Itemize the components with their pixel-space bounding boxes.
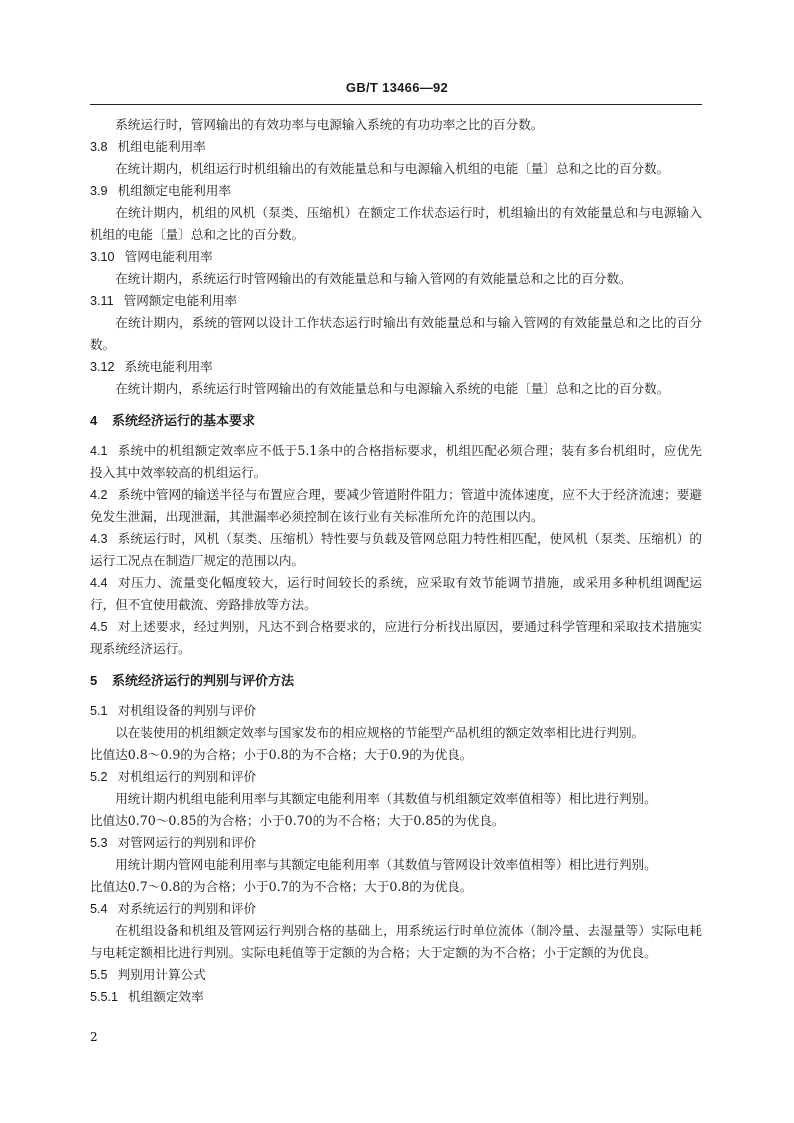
section-title: 机组额定效率	[128, 990, 204, 1004]
section-number: 3.11	[90, 294, 114, 308]
clause-number: 4.3	[90, 532, 108, 546]
section-title: 机组额定电能利用率	[117, 184, 231, 198]
clause-number: 4.5	[90, 620, 108, 634]
section-number: 5.2	[90, 770, 108, 784]
clause-number: 4.4	[90, 576, 108, 590]
section-3-11-heading	[90, 290, 702, 312]
clause-4-4	[90, 572, 702, 616]
section-5-2-body: 用统计期内机组电能利用率与其额定电能利用率（其数值与机组额定效率值相等）相比进行判别。	[115, 791, 657, 806]
section-5-5-1-heading	[90, 986, 702, 1008]
standard-code-header: GB/T 13466—92	[345, 80, 449, 95]
section-5-1-ratio: 比值达0.8～0.9的为合格；小于0.8的为不合格；大于0.9的为优良。	[90, 747, 473, 762]
clause-text: 系统中管网的输送半径与布置应合理，要减少管道附件阻力；管道中流体速度，应不大于经济流速；要避免发生泄漏，出现泄漏，其泄漏率必须控制在该行业有关标准所允许的范围以内。	[90, 487, 702, 524]
section-5-heading	[90, 670, 702, 692]
section-number: 3.10	[90, 250, 115, 264]
section-number: 5	[90, 673, 98, 688]
header-rule	[90, 104, 702, 105]
clause-4-5	[90, 616, 702, 660]
section-title: 对系统运行的判别和评价	[117, 902, 257, 916]
section-3-12-body: 在统计期内，系统运行时管网输出的有效能量总和与电源输入系统的电能〔量〕总和之比的百分数。	[115, 381, 670, 396]
section-3-8-body: 在统计期内，机组运行时机组输出的有效能量总和与电源输入机组的电能〔量〕总和之比的百分数。	[115, 161, 670, 176]
section-3-11-body: 在统计期内，系统的管网以设计工作状态运行时输出有效能量总和与输入管网的有效能量总和之比的百分数。	[90, 315, 702, 352]
section-5-4-body: 在机组设备和机组及管网运行判别合格的基础上，用系统运行时单位流体（制冷量、去湿量等）实际电耗与电耗定额相比进行判别。实际电耗值等于定额的为合格；大于定额的为不合格；小于定额的为优良。	[90, 923, 702, 960]
section-title: 对机组设备的判别与评价	[117, 704, 257, 718]
section-number: 3.8	[90, 140, 108, 154]
section-5-1-heading	[90, 700, 702, 722]
section-title: 系统电能利用率	[124, 360, 213, 374]
section-title: 管网电能利用率	[124, 250, 213, 264]
section-3-9-body: 在统计期内，机组的风机（泵类、压缩机）在额定工作状态运行时，机组输出的有效能量总和与电源输入机组的电能〔量〕总和之比的百分数。	[90, 205, 702, 242]
section-5-1-body: 以在装使用的机组额定效率与国家发布的相应规格的节能型产品机组的额定效率相比进行判别。	[115, 725, 645, 740]
clause-4-3	[90, 528, 702, 572]
section-3-10-body: 在统计期内，系统运行时管网输出的有效能量总和与输入管网的有效能量总和之比的百分数。	[115, 271, 632, 286]
document-body	[90, 114, 702, 1008]
section-5-4-heading	[90, 898, 702, 920]
section-3-12-heading	[90, 356, 702, 378]
section-title: 管网额定电能利用率	[123, 294, 237, 308]
clause-4-1	[90, 440, 702, 484]
clause-number: 4.2	[90, 488, 108, 502]
section-number: 3.12	[90, 360, 115, 374]
section-5-2-ratio: 比值达0.70～0.85的为合格；小于0.70的为不合格；大于0.85的为优良。	[90, 813, 505, 828]
section-5-5-heading	[90, 964, 702, 986]
section-number: 4	[90, 413, 98, 428]
section-4-heading	[90, 410, 702, 432]
clause-text: 系统运行时，风机（泵类、压缩机）特性要与负载及管网总阻力特性相匹配，使风机（泵类、压缩机）的运行工况点在制造厂规定的范围以内。	[90, 531, 702, 568]
section-number: 5.1	[90, 704, 108, 718]
section-5-3-body: 用统计期内管网电能利用率与其额定电能利用率（其数值与管网设计效率值相等）相比进行判别。	[115, 857, 657, 872]
section-3-10-heading	[90, 246, 702, 268]
section-5-2-heading	[90, 766, 702, 788]
clause-4-2	[90, 484, 702, 528]
clause-text: 系统中的机组额定效率应不低于5.1条中的合格指标要求，机组匹配必须合理；装有多台机组时，应优先投入其中效率较高的机组运行。	[90, 443, 702, 480]
section-title: 系统经济运行的判别与评价方法	[112, 673, 295, 688]
section-number: 3.9	[90, 184, 108, 198]
section-title: 对机组运行的判别和评价	[117, 770, 257, 784]
section-title: 机组电能利用率	[117, 140, 206, 154]
section-number: 5.4	[90, 902, 108, 916]
section-5-3-heading	[90, 832, 702, 854]
section-3-7-tail: 系统运行时，管网输出的有效功率与电源输入系统的有功功率之比的百分数。	[115, 117, 544, 132]
section-title: 系统经济运行的基本要求	[112, 413, 256, 428]
section-5-3-ratio: 比值达0.7～0.8的为合格；小于0.7的为不合格；大于0.8的为优良。	[90, 879, 473, 894]
section-title: 对管网运行的判别和评价	[117, 836, 257, 850]
clause-text: 对压力、流量变化幅度较大，运行时间较长的系统，应采取有效节能调节措施，或采用多种机组调配运行，但不宜使用截流、旁路排放等方法。	[90, 575, 702, 612]
section-3-8-heading	[90, 136, 702, 158]
section-title: 判别用计算公式	[117, 968, 206, 982]
clause-text: 对上述要求，经过判别，凡达不到合格要求的，应进行分析找出原因，要通过科学管理和采取技术措施实现系统经济运行。	[90, 619, 702, 656]
section-number: 5.5	[90, 968, 108, 982]
clause-number: 4.1	[90, 444, 108, 458]
section-number: 5.3	[90, 836, 108, 850]
section-number: 5.5.1	[90, 990, 119, 1004]
section-3-9-heading	[90, 180, 702, 202]
page-number: 2	[90, 1030, 98, 1044]
